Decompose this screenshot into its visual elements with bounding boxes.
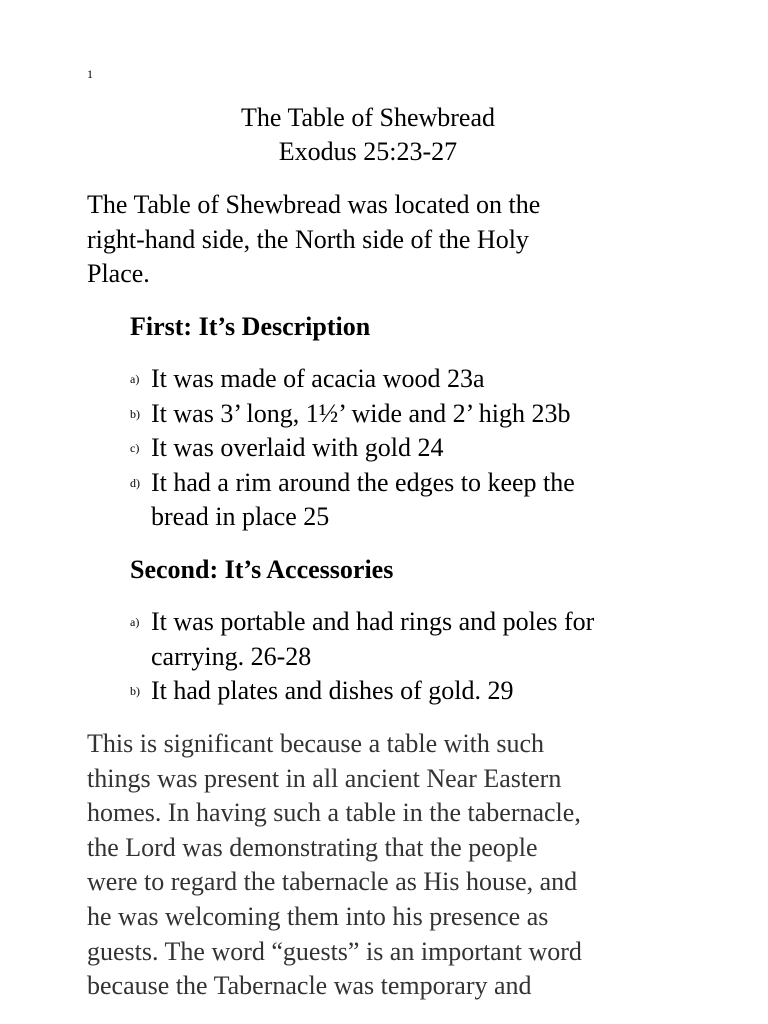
page-number: 1 <box>87 67 93 81</box>
list-item <box>130 397 670 432</box>
list-item-text: It was made of acacia wood 23a <box>151 364 485 393</box>
body-line: he was welcoming them into his presence as <box>87 901 549 931</box>
body-line: because the Tabernacle was temporary and <box>87 971 532 1001</box>
list-item <box>130 362 670 397</box>
title-block <box>0 101 736 169</box>
list-item-text: It was overlaid with gold 24 <box>151 433 444 462</box>
intro-line: Place. <box>87 259 150 288</box>
list-marker: d) <box>130 475 140 490</box>
body-line: This is significant because a table with such <box>87 729 545 758</box>
section-heading-accessories: Second: It’s Accessories <box>130 555 394 584</box>
list-item-text: It had plates and dishes of gold. 29 <box>151 676 514 705</box>
list-marker: a) <box>130 615 140 629</box>
intro-paragraph <box>87 188 647 292</box>
list-marker: a) <box>130 372 140 386</box>
list-item <box>130 674 670 709</box>
body-line: were to regard the tabernacle as His house, and <box>87 867 578 897</box>
document-title: The Table of Shewbread <box>241 103 495 132</box>
intro-line: The Table of Shewbread was located on the <box>87 190 541 219</box>
description-list <box>130 362 670 535</box>
list-marker: c) <box>130 441 140 455</box>
list-marker: b) <box>130 684 140 698</box>
scripture-reference: Exodus 25:23-27 <box>278 137 458 166</box>
list-item-text: It had a rim around the edges to keep the <box>151 467 575 497</box>
body-line: the Lord was demonstrating that the people <box>87 832 538 862</box>
accessories-list <box>130 605 670 709</box>
significance-paragraph <box>87 727 667 1004</box>
list-item <box>130 431 670 466</box>
section-heading-description: First: It’s Description <box>130 312 371 341</box>
list-item <box>130 466 670 535</box>
intro-line: right-hand side, the North side of the Holy <box>87 224 529 254</box>
list-item <box>130 605 670 674</box>
list-item-text-continued: carrying. 26-28 <box>151 641 312 671</box>
body-line: things was present in all ancient Near Eastern <box>87 763 562 793</box>
body-line: homes. In having such a table in the tabernacle, <box>87 798 581 828</box>
list-item-text-continued: bread in place 25 <box>151 502 330 531</box>
body-line: guests. The word “guests” is an important word <box>87 936 582 966</box>
list-marker: b) <box>130 406 140 421</box>
list-item-text: It was 3’ long, 1½’ wide and 2’ high 23b <box>151 398 571 428</box>
list-item-text: It was portable and had rings and poles for <box>151 607 595 636</box>
